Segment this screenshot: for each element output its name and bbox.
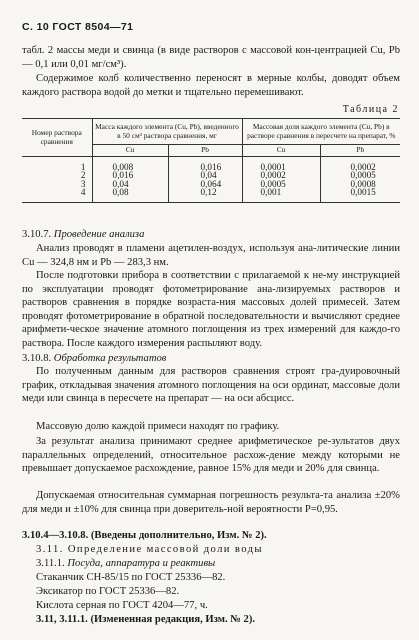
section-title: Посуда, аппаратура и реактивы bbox=[67, 558, 216, 569]
col-header-number: Номер раствора сравнения bbox=[22, 119, 92, 157]
amendment-note-1: 3.10.4—3.10.8. (Введены дополнительно, Изм. № 2). bbox=[22, 530, 267, 541]
cell-number: 1 bbox=[22, 157, 92, 172]
subheader-cu-mass: Cu bbox=[92, 145, 168, 157]
section-title: Обработка результатов bbox=[53, 353, 167, 364]
graph-paragraph: По полученным данным для растворов сравнения строят гра-дуировочный график, откладывая значения атомного поглощения на оси ординат, массовые доли меди или свинца в пересчете на препарат — на оси абсцисс. bbox=[22, 366, 400, 404]
cell-pb-fraction: 0,0002 bbox=[320, 157, 400, 172]
cell-number: 2 bbox=[22, 171, 92, 179]
intro-paragraph-1: табл. 2 массы меди и свинца (в виде растворов с массовой кон-центрацией Cu, Pb — 0,1 или 0,01 мг/см³). bbox=[22, 45, 400, 70]
equipment-item-desiccator: Эксикатор по ГОСТ 25336—82. bbox=[36, 586, 180, 597]
section-3-10-8-heading bbox=[22, 352, 400, 365]
result-paragraph: За результат анализа принимают среднее арифметическое ре-зультатов двух параллельных определений, относительное расхож-дение между которыми не превышает допускаемое расхождение, равное 15% для меди и 20% для свинца. bbox=[22, 436, 400, 474]
intro-paragraph-2: Содержимое колб количественно переносят в мерные колбы, доводят объем каждого раствора водой до метки и тщательно перемешивают. bbox=[22, 73, 400, 98]
cell-pb-mass: 0,016 bbox=[168, 157, 242, 172]
cell-pb-mass: 0,12 bbox=[168, 188, 242, 202]
section-3-11-1-heading bbox=[36, 557, 414, 570]
equipment-item-acid: Кислота серная по ГОСТ 4204—77, ч. bbox=[36, 600, 208, 611]
cell-pb-mass: 0,064 bbox=[168, 180, 242, 188]
equipment-item-glass: Стаканчик СН-85/15 по ГОСТ 25336—82. bbox=[36, 572, 226, 583]
page-header: С. 10 ГОСТ 8504—71 bbox=[22, 21, 134, 33]
cell-number: 4 bbox=[22, 188, 92, 202]
cell-cu-fraction: 0,0005 bbox=[242, 180, 320, 188]
cell-cu-mass: 0,008 bbox=[92, 157, 168, 172]
preparation-paragraph: После подготовки прибора в соответствии с прилагаемой к не-му инструкцией по эксплуатации проводят фотометрирование ана-лизируемых растворов и растворов сравнения в порядке возраста-ния массовых долей примесей. Затем проводят фотометрирование в обратной последовательности и вычисляют среднее арифмети-ческое значение атомного поглощения из трех измерений для каждо-го раствора. После каждого измерения распыляют воду. bbox=[22, 270, 400, 349]
section-number: 3.10.8. bbox=[22, 353, 52, 364]
cell-cu-fraction: 0,001 bbox=[242, 188, 320, 202]
table-row bbox=[22, 157, 400, 172]
table-caption: Таблица 2 bbox=[342, 104, 399, 115]
cell-pb-fraction: 0,0015 bbox=[320, 188, 400, 202]
fraction-paragraph: Массовую долю каждой примеси находят по графику. bbox=[36, 421, 280, 432]
error-paragraph: Допускаемая относительная суммарная погрешность результа-та анализа ±20% для меди и ±10% для свинца при доверитель-ной вероятности P=0,95. bbox=[22, 490, 400, 515]
cell-cu-mass: 0,04 bbox=[92, 180, 168, 188]
reference-solutions-table bbox=[22, 118, 400, 203]
cell-cu-fraction: 0,0001 bbox=[242, 157, 320, 172]
cell-pb-fraction: 0,0005 bbox=[320, 171, 400, 179]
section-title: Проведение анализа bbox=[53, 229, 145, 240]
subheader-cu-fraction: Cu bbox=[242, 145, 320, 157]
analysis-paragraph: Анализ проводят в пламени ацетилен-воздух, используя ана-литические линии Cu — 324,8 нм и Pb — 283,3 нм. bbox=[22, 243, 400, 268]
cell-cu-fraction: 0,0002 bbox=[242, 171, 320, 179]
section-3-11-heading: 3.11. Определение массовой доли воды bbox=[36, 544, 263, 555]
cell-cu-mass: 0,08 bbox=[92, 188, 168, 202]
section-number: 3.10.7. bbox=[22, 229, 52, 240]
col-header-mass: Масса каждого элемента (Cu, Pb), введенного в 50 см³ раствора сравнения, мг bbox=[92, 119, 242, 145]
cell-pb-fraction: 0,0008 bbox=[320, 180, 400, 188]
col-header-fraction: Массовая доля каждого элемента (Cu, Pb) в растворе сравнения в пересчете на препарат, % bbox=[242, 119, 400, 145]
subheader-pb-fraction: Pb bbox=[320, 145, 400, 157]
cell-pb-mass: 0,04 bbox=[168, 171, 242, 179]
cell-cu-mass: 0,016 bbox=[92, 171, 168, 179]
subheader-pb-mass: Pb bbox=[168, 145, 242, 157]
amendment-note-2: 3.11, 3.11.1. (Измененная редакция, Изм. № 2). bbox=[36, 614, 256, 625]
section-3-10-7-heading bbox=[22, 228, 400, 241]
cell-number: 3 bbox=[22, 180, 92, 188]
section-number: 3.11.1. bbox=[36, 558, 65, 569]
table-row bbox=[22, 188, 400, 202]
